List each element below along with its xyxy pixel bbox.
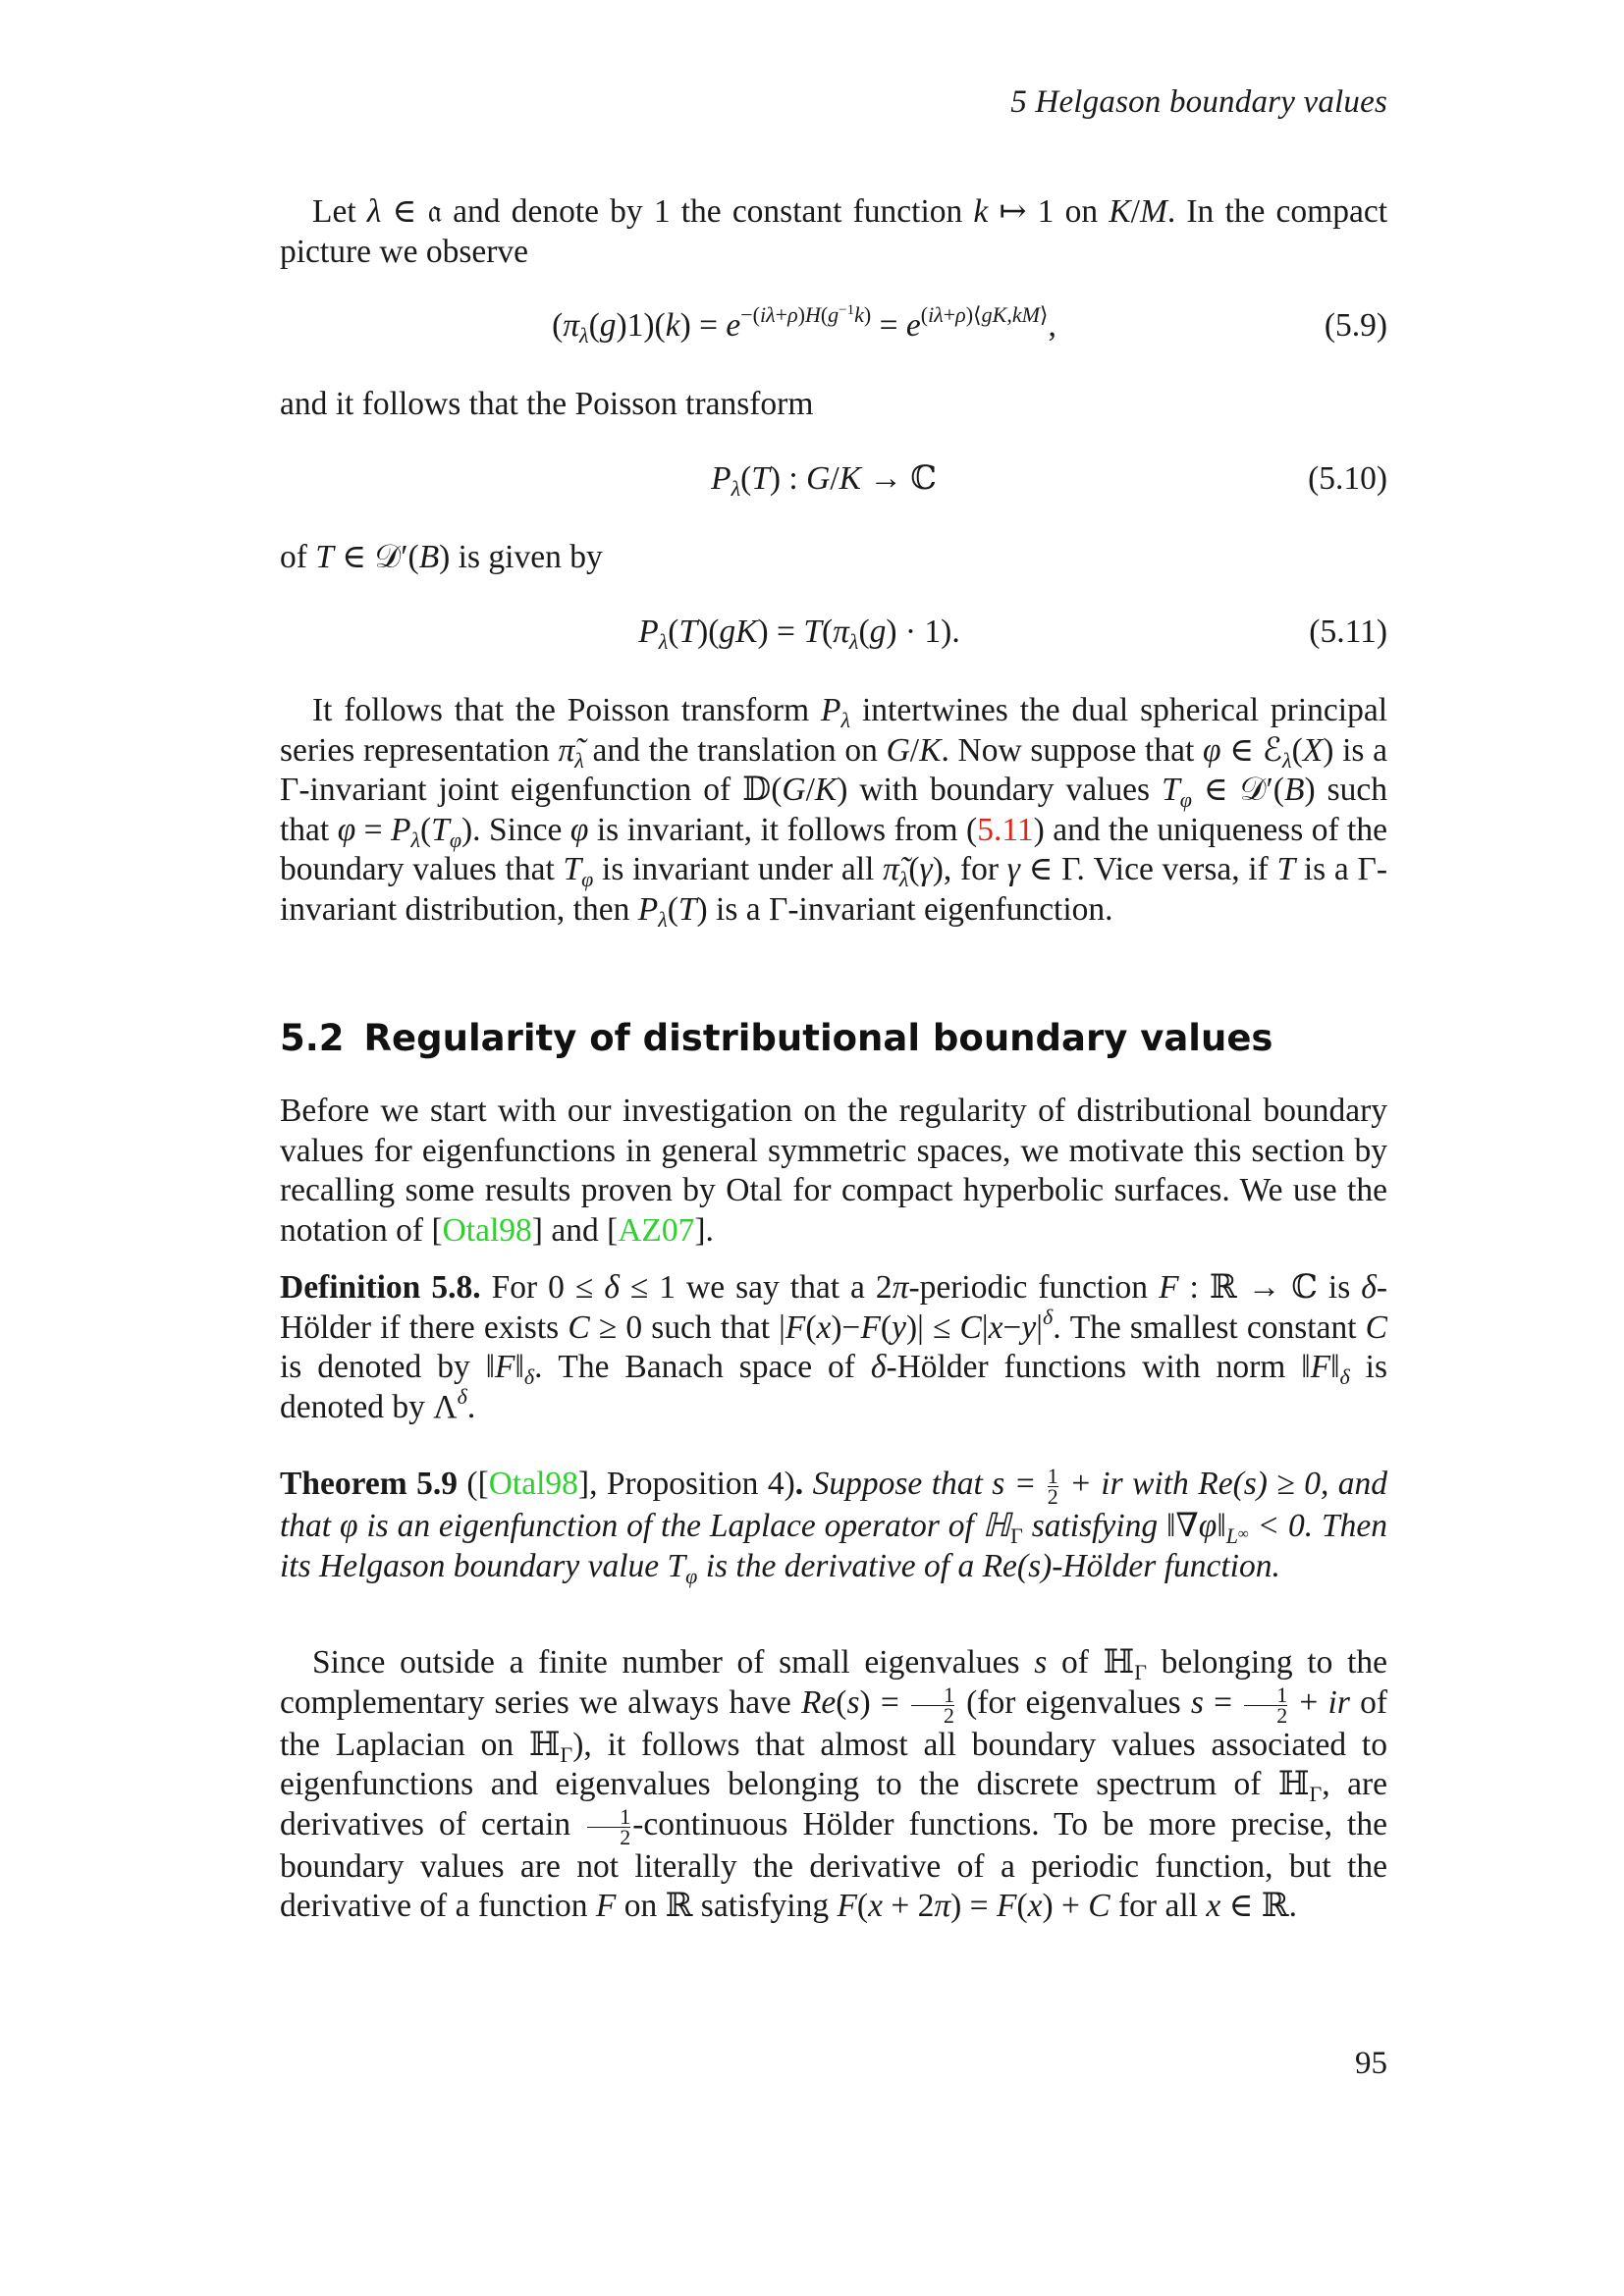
section-intro-paragraph: Before we start with our investigation on the regularity of distributional boundary values for eigenfunctions in general symmetric spaces, we motivate this section by recalling some results proven by Otal for compact hyperbolic surfaces. We use the notation of [Otal98] and [AZ07].: [280, 1093, 1387, 1249]
theorem-label: Theorem 5.9: [280, 1466, 458, 1502]
document-page: [280, 0, 1387, 2296]
theorem-5-9: Theorem 5.9 ([Otal98], Proposition 4). Suppose that s = $\frac{1}{2}$ + ir with Re(s) ≥ 0, and that φ is an eigenfunction of the Laplace operator of ℍ$_\Gamma$ satisfying $‖\nabla\varphi‖_{L^\infty} < 0$. Then its Helgason boundary value $T_\varphi$ is the derivative of a Re(s)-Hölder function.: [280, 1464, 1388, 1588]
citation-link-otal98[interactable]: Otal98: [442, 1211, 532, 1249]
equation-5-11: $P_\lambda(T)(gK) = T(\pi_\lambda(g) \cdot 1)$. (5.11): [280, 611, 1387, 654]
equation-5-10: $P_\lambda(T)$ : G/K → ℂ (5.10): [280, 457, 1387, 501]
intro-text-2: and it follows that the Poisson transform: [280, 386, 814, 422]
intro-paragraph: Let λ ∈ 𝔞 and denote by 1 the constant function k ↦ 1 on K/M. In the compact picture we observe: [280, 193, 1388, 270]
definition-label: Definition 5.8.: [280, 1269, 481, 1306]
equation-number-5-11: (5.11): [1309, 614, 1387, 650]
intro-text-3: of T ∈ 𝒟′(B) is given by: [280, 539, 603, 575]
equation-number-5-9: (5.9): [1324, 307, 1387, 344]
section-intro-text: Before we start with our investigation on the regularity of distributional boundary values for eigenfunctions in general symmetric spaces, we motivate this section by recalling some results proven by Otal for compact hyperbolic surfaces. We use the notation of: [280, 1093, 1387, 1249]
and-word: and: [551, 1211, 599, 1249]
running-head: 5 Helgason boundary values: [1010, 84, 1387, 120]
section-number: 5.2: [280, 1017, 345, 1059]
citation-link-otal98-theorem[interactable]: Otal98: [488, 1466, 578, 1502]
definition-5-8: Definition 5.8. For 0 ≤ δ ≤ 1 we say that a 2π-periodic function F : ℝ → ℂ is δ-Hölder if there exists C ≥ 0 such that $|F(x)-F(y)| \le C|x-y|^\delta$. The smallest constant C is denoted by $‖F‖_\delta$. The Banach space of δ-Hölder functions with norm $‖F‖_\delta$ is denoted by $\Lambda^\delta$.: [280, 1269, 1388, 1425]
equation-number-5-10: (5.10): [1308, 460, 1387, 497]
section-heading: [280, 1017, 1272, 1060]
citation-link-az07[interactable]: AZ07: [618, 1211, 695, 1249]
equation-reference-link[interactable]: 5.11: [977, 811, 1034, 848]
poisson-paragraph: It follows that the Poisson transform $P_\lambda$ intertwines the dual spherical principal series representation $\pĩ_\lambda$ and the translation on G/K. Now suppose that φ ∈ ℰ$_\lambda$(X) is a Γ-invariant joint eigenfunction of 𝔻(G/K) with boundary values $T_\varphi$ ∈ 𝒟′(B) such that $\varphi = P_\lambda(T_\varphi)$. Since φ is invariant, it follows from (5.11) and the uniqueness of the boundary values that $T_\varphi$ is invariant under all $\pĩ_\lambda(\gamma)$, for γ ∈ Γ. Vice versa, if T is a Γ-invariant distribution, then $P_\lambda(T)$ is a Γ-invariant eigenfunction.: [280, 692, 1388, 932]
page-number: 95: [1355, 2046, 1387, 2081]
section-title: Regularity of distributional boundary values: [363, 1017, 1273, 1059]
equation-5-9: $(\pi_\lambda(g)1)(k) = e^{-(i\lambda+\rho)H(g^{-1}k)} = e^{(i\lambda+\rho)⟨gK,kM⟩}$, (5.9): [552, 302, 1387, 347]
theorem-source: Proposition 4: [606, 1466, 785, 1502]
final-paragraph: Since outside a finite number of small eigenvalues s of ℍ$_\Gamma$ belonging to the complementary series we always have Re(s) = $\frac{1}{2}$ (for eigenvalues s = $\frac{1}{2}$ + ir of the Laplacian on ℍ$_\Gamma$), it follows that almost all boundary values associated to eigenfunctions and eigenvalues belonging to the discrete spectrum of ℍ$_\Gamma$, are derivatives of certain $\frac{1}{2}$ -continuous Hölder functions. To be more precise, the boundary values are not literally the derivative of a periodic function, but the derivative of a function F on ℝ satisfying F(x + 2π) = F(x) + C for all x ∈ ℝ.: [280, 1644, 1387, 1924]
